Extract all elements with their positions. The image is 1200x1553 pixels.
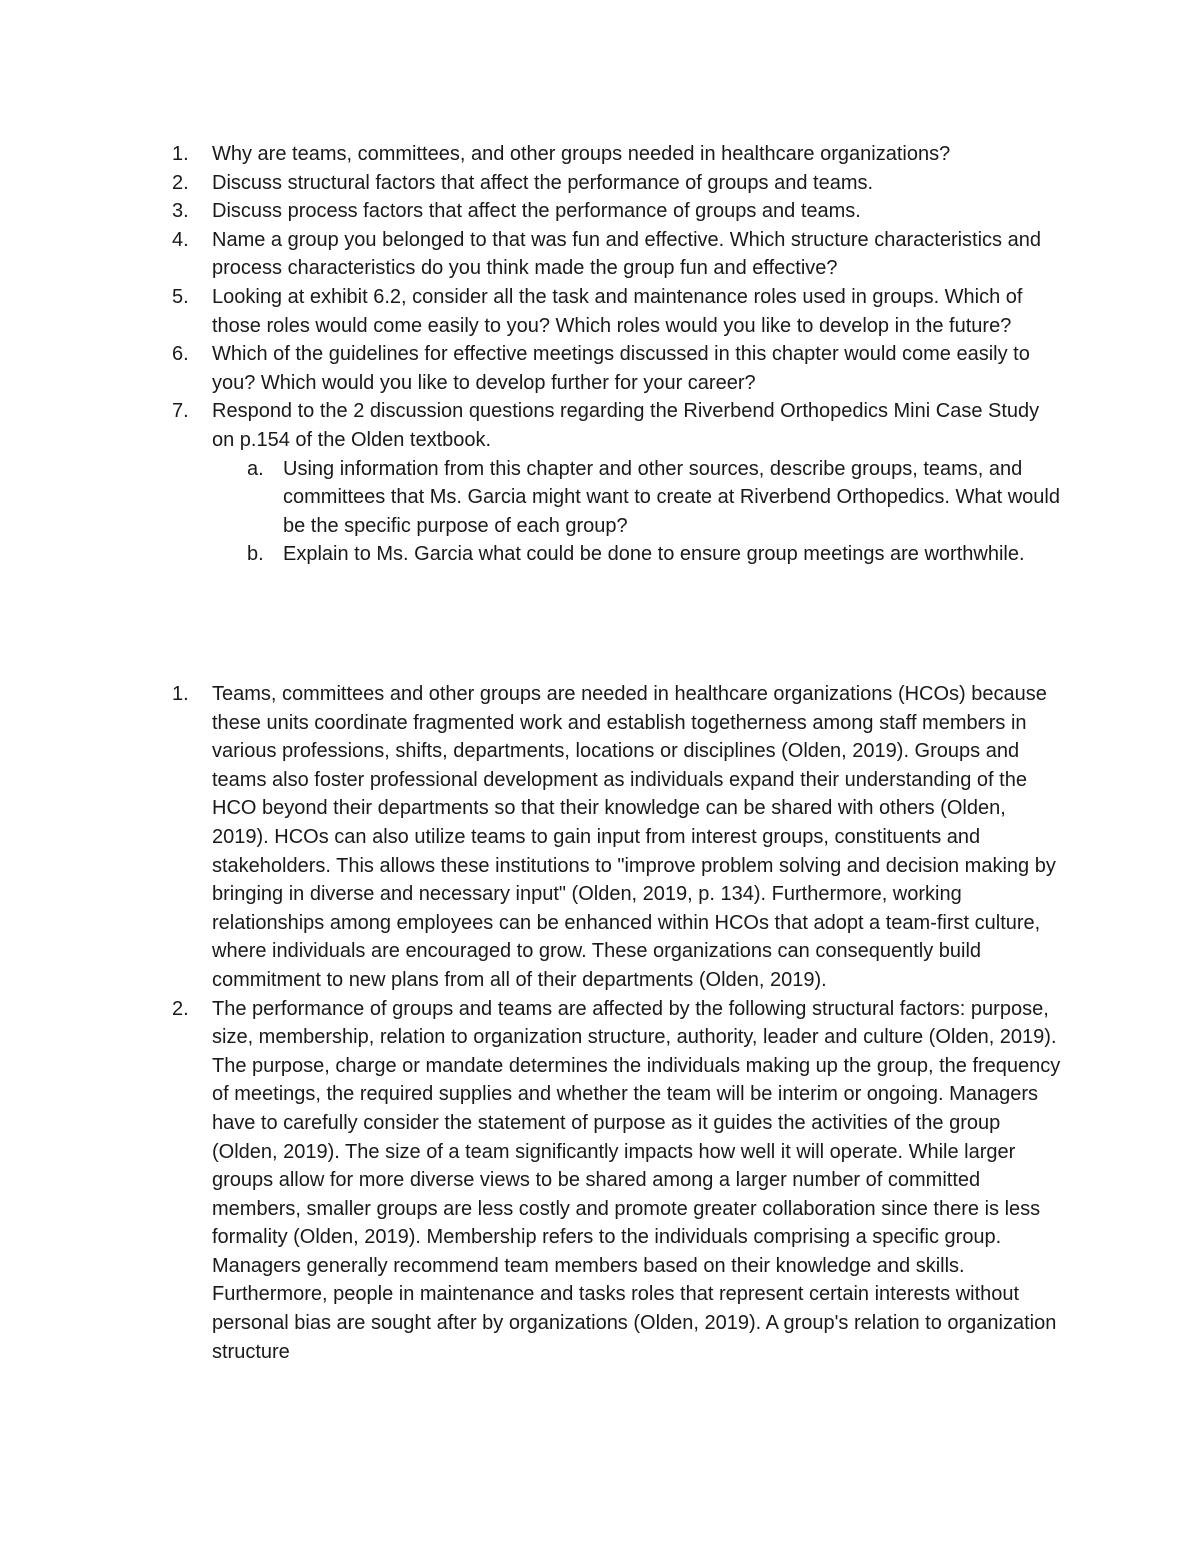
subquestion-item [247, 455, 1062, 541]
question-text: Looking at exhibit 6.2, consider all the task and maintenance roles used in groups. Which of those roles would come easily to you? Which roles would you like to develop in the future? [212, 285, 1023, 337]
answer-number: 2. [172, 997, 189, 1020]
question-number: 3. [172, 200, 189, 223]
subquestions-list [247, 455, 1062, 569]
question-number: 1. [172, 143, 189, 165]
question-text: Respond to the 2 discussion questions regarding the Riverbend Orthopedics Mini Case Study on p.154 of the Olden textbook. [212, 400, 1040, 451]
subquestion-letter: a. [247, 457, 264, 480]
questions-list [172, 140, 1062, 569]
answer-number: 1. [172, 683, 189, 705]
question-item [172, 140, 1062, 169]
question-item [172, 340, 1062, 397]
answer-item [172, 995, 1062, 1367]
question-number: 6. [172, 343, 189, 366]
question-item [172, 197, 1062, 226]
question-number: 2. [172, 171, 189, 194]
subquestion-letter: b. [247, 543, 264, 566]
subquestion-item [247, 540, 1062, 569]
answer-item [172, 680, 1062, 995]
question-text: Discuss structural factors that affect the performance of groups and teams. [212, 171, 874, 194]
question-text: Which of the guidelines for effective meetings discussed in this chapter would come easily to you? Which would you like to develop further for your career? [212, 343, 1030, 394]
question-number: 4. [172, 228, 189, 251]
subquestion-text: Using information from this chapter and other sources, describe groups, teams, and committees that Ms. Garcia might want to create at Riverbend Orthopedics. What would be the specific purpose of each group? [283, 457, 1060, 537]
answer-text: Teams, committees and other groups are needed in healthcare organizations (HCOs) because these units coordinate fragmented work and establish togetherness among staff members in various professions, shifts, departments, locations or disciplines (Olden, 2019). Groups and teams also foster professional development as individuals expand their understanding of the HCO beyond their departments so that their knowledge can be shared with others (Olden, 2019). HCOs can also utilize teams to gain input from interest groups, constituents and stakeholders. This allows these institutions to "improve problem solving and decision making by bringing in diverse and necessary input" (Olden, 2019, p. 134). Furthermore, working relationships among employees can be enhanced within HCOs that adopt a team-first culture, where individuals are encouraged to grow. These organizations can consequently build commitment to new plans from all of their departments (Olden, 2019). [212, 683, 1056, 991]
answers-list [172, 680, 1062, 1366]
question-number: 7. [172, 400, 189, 423]
answer-text: The performance of groups and teams are affected by the following structural factors: purpose, size, membership, relation to organization structure, authority, leader and culture (Olden, 2019). The purpose, charge or mandate determines the individuals making up the group, the frequency of meetings, the required supplies and whether the team will be interim or ongoing. Managers have to carefully consider the statement of purpose as it guides the activities of the group (Olden, 2019). The size of a team significantly impacts how well it will operate. While larger groups allow for more diverse views to be shared among a larger number of committed members, smaller groups are less costly and promote greater collaboration since there is less formality (Olden, 2019). Membership refers to the individuals comprising a specific group. Managers generally recommend team members based on their knowledge and skills. Furthermore, people in maintenance and tasks roles that represent certain interests without personal bias are sought after by organizations (Olden, 2019). A group's relation to organization structure [212, 997, 1061, 1363]
question-item [172, 397, 1062, 569]
question-number: 5. [172, 285, 189, 308]
question-item [172, 283, 1062, 340]
subquestion-text: Explain to Ms. Garcia what could be done to ensure group meetings are worthwhile. [283, 543, 1025, 566]
question-text: Why are teams, committees, and other groups needed in healthcare organizations? [212, 143, 951, 165]
question-text: Discuss process factors that affect the performance of groups and teams. [212, 200, 861, 223]
question-text: Name a group you belonged to that was fun and effective. Which structure characteristics and process characteristics do you think made the group fun and effective? [212, 228, 1041, 280]
question-item [172, 226, 1062, 283]
question-item [172, 169, 1062, 198]
